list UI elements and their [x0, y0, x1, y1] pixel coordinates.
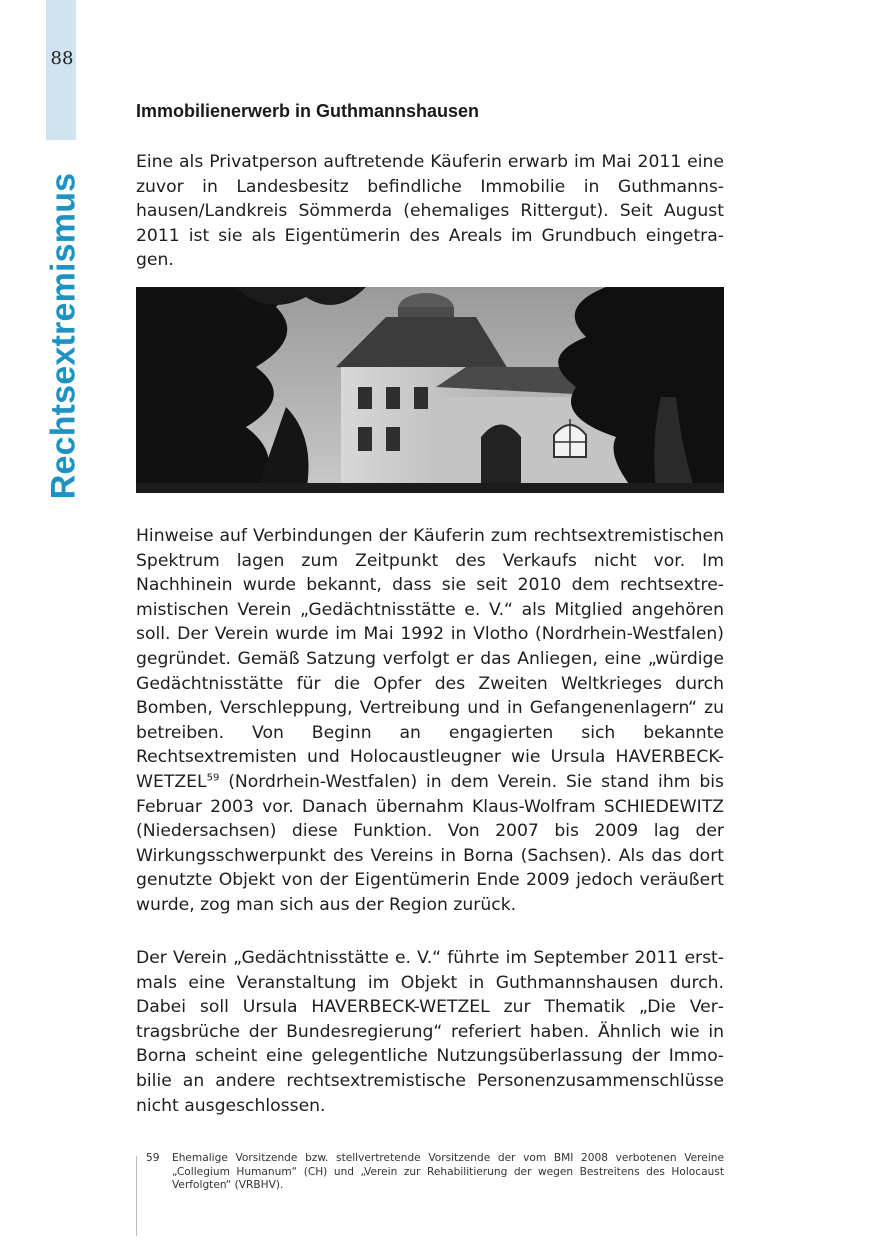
chapter-side-title-text: Rechtsextremismus [44, 172, 83, 500]
building-photo [136, 287, 724, 493]
page-number: 88 [50, 48, 74, 69]
paragraph-2 [136, 524, 724, 918]
paragraph-2-part-b: (Nordrhein-Westfalen) in dem Verein. Sie stand ihm bis Februar 2003 vor. Danach übernahm Klaus-Wolfram SCHIEDEWITZ (Niedersachsen) diese Funktion. Von 2007 bis 2009 lag der Wirkungsschwerpunkt des Vereins in Borna (Sachsen). Als das dort genutzte Objekt von der Eigentümerin Ende 2009 jedoch veräußert wurde, zog man sich aus der Region zurück. [136, 771, 724, 915]
page-tab [46, 0, 76, 140]
paragraph-2-part-a: Hinweise auf Verbindungen der Käuferin zum rechtsextremistischen Spektrum lagen zum Zeitpunkt des Verkaufs nicht vor. Im Nachhinein wurde bekannt, dass sie seit 2010 dem rechtsextremistischen Verein „Gedächtnisstätte e. V.“ als Mitglied angehören soll. Der Verein wurde im Mai 1992 in Vlotho (Nordrhein-Westfalen) gegründet. Gemäß Satzung verfolgt er das Anliegen, eine „würdige Gedächtnisstätte für die Opfer des Zweiten Weltkrieges durch Bomben, Verschleppung, Vertreibung und in Gefangenenlagern“ zu betreiben. Von Beginn an engagierten sich bekannte Rechtsextremisten und Holocaustleugner wie Ursula HAVERBECK-WETZEL [136, 526, 724, 792]
footnote [146, 1152, 724, 1193]
paragraph-1: Eine als Privatperson auftretende Käuferin erwarb im Mai 2011 eine zuvor in Landesbesitz befindliche Immobilie in Guthmannshausen/Landkreis Sömmerda (ehemaliges Rittergut). Seit August 2011 ist sie als Eigentümerin des Areals im Grundbuch eingetragen. [136, 152, 724, 271]
footnote-reference[interactable]: 59 [206, 772, 220, 784]
paragraph-3: Der Verein „Gedächtnisstätte e. V.“ führte im September 2011 erstmals eine Veranstaltung im Objekt in Guthmannshausen durch. Dabei soll Ursula HAVERBECK-WETZEL zur Thematik „Die Vertragsbrüche der Bundesregierung“ referiert haben. Ähnlich wie in Borna scheint eine gelegentliche Nutzungsüberlassung der Immobilie an andere rechtsextremistische Personenzusammenschlüsse nicht ausgeschlossen. [136, 948, 724, 1116]
footnote-number: 59 [146, 1152, 160, 1164]
footnote-rule [136, 1156, 137, 1236]
section-heading: Immobilienerwerb in Guthmannshausen [136, 101, 480, 121]
footnote-text: Ehemalige Vorsitzende bzw. stellvertretende Vorsitzende der vom BMI 2008 verbotenen Vereine „Collegium Humanum“ (CH) und „Verein zur Rehabilitierung der wegen Bestreitens des Holocaust Verfolgten“ (VRBHV). [172, 1152, 724, 1191]
main-content [136, 98, 724, 1116]
